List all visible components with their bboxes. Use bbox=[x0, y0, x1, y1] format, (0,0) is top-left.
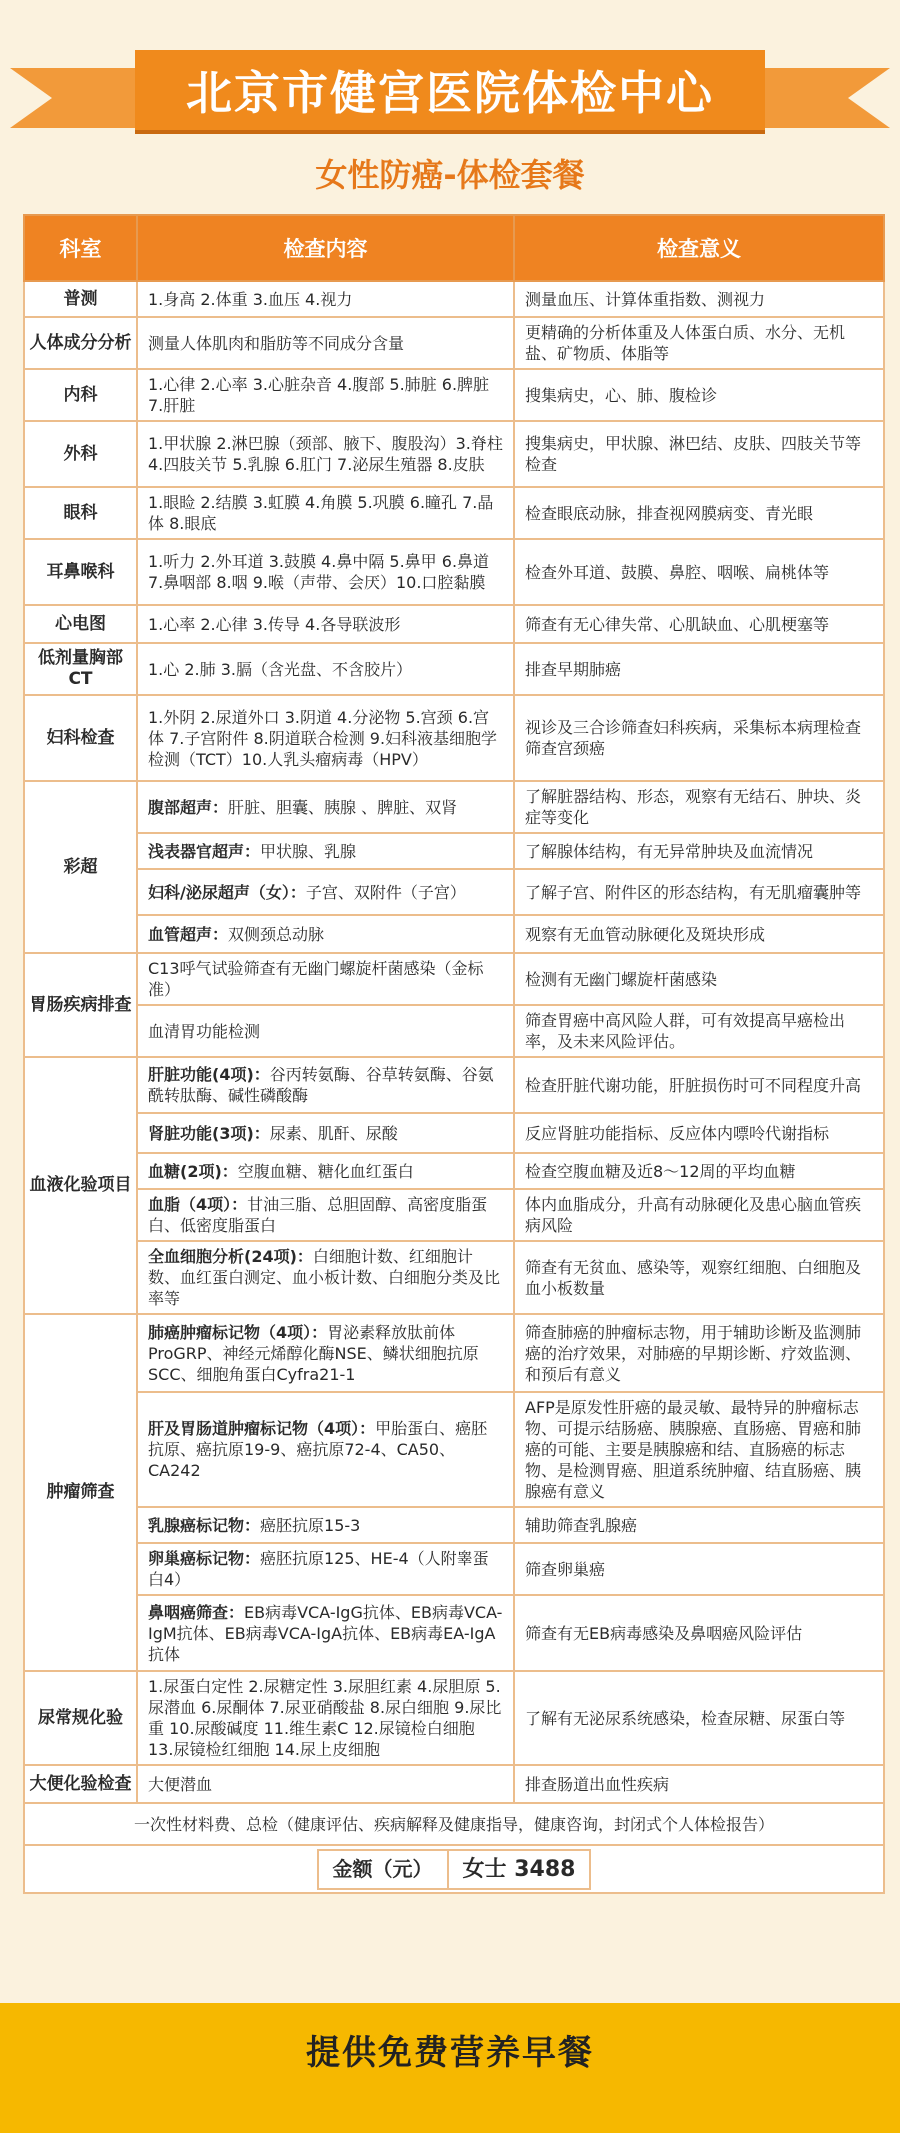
row-meaning: 检查空腹血糖及近8～12周的平均血糖 bbox=[514, 1153, 884, 1189]
row-content-text: 癌胚抗原15-3 bbox=[260, 1515, 361, 1535]
row-content-text: 谷丙转氨酶、谷草转氨酶、谷氨酰转肽酶、碱性磷酸酶 bbox=[148, 1065, 494, 1105]
row-meaning: 了解腺体结构，有无异常肿块及血流情况 bbox=[514, 833, 884, 869]
price-label: 金额（元） bbox=[317, 1849, 449, 1890]
row-dept: 尿常规化验 bbox=[24, 1671, 137, 1765]
row-content-text: 白细胞计数、红细胞计数、血红蛋白测定、血小板计数、白细胞分类及比率等 bbox=[148, 1247, 501, 1308]
table-row bbox=[24, 1241, 884, 1314]
column-header-dept: 科室 bbox=[24, 215, 137, 281]
row-content-label: 血糖(2项)： bbox=[148, 1161, 238, 1181]
table-row bbox=[24, 317, 884, 369]
row-meaning: AFP是原发性肝癌的最灵敏、最特异的肿瘤标志物、可提示结肠癌、胰腺癌、直肠癌、胃癌和肺癌的可能、主要是胰腺癌和结、直肠癌的标志物、是检测胃癌、胆道系统肿瘤、结直肠癌、胰腺癌有意义 bbox=[514, 1392, 884, 1507]
row-dept: 耳鼻喉科 bbox=[24, 539, 137, 605]
row-meaning: 筛查有无贫血、感染等，观察红细胞、白细胞及血小板数量 bbox=[514, 1241, 884, 1314]
row-content: 1.心率 2.心律 3.传导 4.各导联波形 bbox=[137, 605, 514, 643]
row-dept: 眼科 bbox=[24, 487, 137, 539]
row-content bbox=[137, 1005, 514, 1057]
row-content bbox=[137, 1241, 514, 1314]
checkup-table-wrap bbox=[23, 214, 883, 1894]
row-content: 1.眼睑 2.结膜 3.虹膜 4.角膜 5.巩膜 6.瞳孔 7.晶体 8.眼底 bbox=[137, 487, 514, 539]
row-content bbox=[137, 953, 514, 1005]
row-content: 1.听力 2.外耳道 3.鼓膜 4.鼻中隔 5.鼻甲 6.鼻道 7.鼻咽部 8.咽 9.喉（声带、会厌）10.口腔黏膜 bbox=[137, 539, 514, 605]
row-content-text: 血清胃功能检测 bbox=[148, 1021, 261, 1041]
table-row bbox=[24, 695, 884, 781]
title-banner bbox=[0, 50, 900, 142]
row-dept: 妇科检查 bbox=[24, 695, 137, 781]
price-cell bbox=[24, 1845, 884, 1893]
row-dept: 肿瘤筛查 bbox=[24, 1314, 137, 1671]
row-content: 大便潜血 bbox=[137, 1765, 514, 1803]
row-content-label: 肺癌肿瘤标记物（4项）： bbox=[148, 1322, 328, 1342]
note-text: 一次性材料费、总检（健康评估、疾病解释及健康指导，健康咨询，封闭式个人体检报告） bbox=[24, 1803, 884, 1845]
table-row bbox=[24, 915, 884, 953]
table-header-row bbox=[24, 215, 884, 281]
table-row bbox=[24, 1057, 884, 1113]
row-content: 1.甲状腺 2.淋巴腺（颈部、腋下、腹股沟）3.脊柱 4.四肢关节 5.乳腺 6.肛门 7.泌尿生殖器 8.皮肤 bbox=[137, 421, 514, 487]
row-meaning: 了解有无泌尿系统感染，检查尿糖、尿蛋白等 bbox=[514, 1671, 884, 1765]
row-meaning: 辅助筛查乳腺癌 bbox=[514, 1507, 884, 1543]
row-content-label: 妇科/泌尿超声（女）： bbox=[148, 882, 306, 902]
table-row bbox=[24, 643, 884, 695]
table-row bbox=[24, 421, 884, 487]
row-content bbox=[137, 1314, 514, 1392]
row-content-label: 肝及胃肠道肿瘤标记物（4项）： bbox=[148, 1419, 376, 1438]
row-meaning: 测量血压、计算体重指数、测视力 bbox=[514, 281, 884, 317]
row-content-label: 肾脏功能(3项)： bbox=[148, 1123, 270, 1143]
row-meaning: 了解脏器结构、形态，观察有无结石、肿块、炎症等变化 bbox=[514, 781, 884, 833]
row-content: 1.心 2.肺 3.膈（含光盘、不含胶片） bbox=[137, 643, 514, 695]
table-row bbox=[24, 539, 884, 605]
row-meaning: 筛查胃癌中高风险人群，可有效提高早癌检出率，及未来风险评估。 bbox=[514, 1005, 884, 1057]
row-content-label: 肝脏功能(4项)： bbox=[148, 1065, 270, 1084]
row-content-label: 腹部超声： bbox=[148, 797, 229, 817]
row-content-text: C13呼气试验筛查有无幽门螺旋杆菌感染（金标准） bbox=[148, 959, 484, 999]
row-dept: 外科 bbox=[24, 421, 137, 487]
row-content bbox=[137, 1392, 514, 1507]
row-content-label: 血脂（4项）： bbox=[148, 1195, 248, 1214]
row-content bbox=[137, 915, 514, 953]
row-dept: 人体成分分析 bbox=[24, 317, 137, 369]
table-body bbox=[24, 281, 884, 1803]
row-meaning: 体内血脂成分，升高有动脉硬化及患心脑血管疾病风险 bbox=[514, 1189, 884, 1241]
row-meaning: 检查肝脏代谢功能，肝脏损伤时可不同程度升高 bbox=[514, 1057, 884, 1113]
column-header-meaning: 检查意义 bbox=[514, 215, 884, 281]
row-content-text: 甘油三脂、总胆固醇、高密度脂蛋白、低密度脂蛋白 bbox=[148, 1195, 488, 1235]
row-content-label: 鼻咽癌筛查： bbox=[148, 1602, 245, 1622]
table-row bbox=[24, 1671, 884, 1765]
row-meaning: 更精确的分析体重及人体蛋白质、水分、无机盐、矿物质、体脂等 bbox=[514, 317, 884, 369]
row-meaning: 筛查有无心律失常、心肌缺血、心肌梗塞等 bbox=[514, 605, 884, 643]
row-content bbox=[137, 1113, 514, 1153]
row-meaning: 排查早期肺癌 bbox=[514, 643, 884, 695]
table-row bbox=[24, 1314, 884, 1392]
note-row bbox=[24, 1803, 884, 1845]
row-content-text: 甲状腺、乳腺 bbox=[260, 841, 357, 861]
row-dept: 普测 bbox=[24, 281, 137, 317]
table-row bbox=[24, 1765, 884, 1803]
price-value: 女士 3488 bbox=[449, 1849, 592, 1890]
table-row bbox=[24, 369, 884, 421]
row-content-text: 癌胚抗原125、HE-4（人附睾蛋白4） bbox=[148, 1549, 489, 1589]
row-content-label: 全血细胞分析(24项)： bbox=[148, 1247, 313, 1266]
table-row bbox=[24, 781, 884, 833]
row-content bbox=[137, 1507, 514, 1543]
row-content-text: 胃泌素释放肽前体ProGRP、神经元烯醇化酶NSE、鳞状细胞抗原SCC、细胞角蛋白Cyfra21-1 bbox=[148, 1322, 479, 1384]
table-row bbox=[24, 487, 884, 539]
table-row bbox=[24, 953, 884, 1005]
price-box bbox=[25, 1849, 883, 1890]
row-content bbox=[137, 781, 514, 833]
table-row bbox=[24, 1392, 884, 1507]
column-header-content: 检查内容 bbox=[137, 215, 514, 281]
row-content-text: 空腹血糖、糖化血红蛋白 bbox=[237, 1161, 414, 1181]
row-meaning: 观察有无血管动脉硬化及斑块形成 bbox=[514, 915, 884, 953]
row-meaning: 筛查卵巢癌 bbox=[514, 1543, 884, 1595]
row-content bbox=[137, 1189, 514, 1241]
row-content-text: 尿素、肌酐、尿酸 bbox=[269, 1123, 398, 1143]
row-content: 1.外阴 2.尿道外口 3.阴道 4.分泌物 5.宫颈 6.宫体 7.子宫附件 8.阴道联合检测 9.妇科液基细胞学检测（TCT）10.人乳头瘤病毒（HPV） bbox=[137, 695, 514, 781]
table-row bbox=[24, 1595, 884, 1671]
row-meaning: 检测有无幽门螺旋杆菌感染 bbox=[514, 953, 884, 1005]
table-row bbox=[24, 1507, 884, 1543]
row-content: 1.心律 2.心率 3.心脏杂音 4.腹部 5.肺脏 6.脾脏 7.肝脏 bbox=[137, 369, 514, 421]
row-content-text: 肝脏、胆囊、胰腺 、脾脏、双肾 bbox=[228, 797, 458, 817]
row-dept: 大便化验检查 bbox=[24, 1765, 137, 1803]
row-content-text: 甲胎蛋白、癌胚抗原、癌抗原19-9、癌抗原72-4、CA50、CA242 bbox=[148, 1419, 488, 1480]
row-dept: 胃肠疾病排查 bbox=[24, 953, 137, 1057]
row-dept: 低剂量胸部CT bbox=[24, 643, 137, 695]
row-dept: 血液化验项目 bbox=[24, 1057, 137, 1314]
row-meaning: 筛查有无EB病毒感染及鼻咽癌风险评估 bbox=[514, 1595, 884, 1671]
row-meaning: 筛查肺癌的肿瘤标志物，用于辅助诊断及监测肺癌的治疗效果，对肺癌的早期诊断、疗效监测、和预后有意义 bbox=[514, 1314, 884, 1392]
footer-bar bbox=[0, 2003, 900, 2133]
checkup-table bbox=[23, 214, 885, 1894]
footer-text: 提供免费营养早餐 bbox=[306, 2033, 594, 2073]
page-title: 北京市健宫医院体检中心 bbox=[186, 66, 714, 120]
row-content-label: 血管超声： bbox=[148, 924, 229, 944]
row-meaning: 搜集病史，心、肺、腹检诊 bbox=[514, 369, 884, 421]
row-content bbox=[137, 1153, 514, 1189]
row-meaning: 了解子宫、附件区的形态结构，有无肌瘤囊肿等 bbox=[514, 869, 884, 915]
banner-main bbox=[135, 50, 765, 130]
table-row bbox=[24, 1189, 884, 1241]
row-content: 1.尿蛋白定性 2.尿糖定性 3.尿胆红素 4.尿胆原 5.尿潜血 6.尿酮体 7.尿亚硝酸盐 8.尿白细胞 9.尿比重 10.尿酸碱度 11.维生素C 12.尿镜检白细胞 13.尿镜检红细胞 14.尿上皮细胞 bbox=[137, 1671, 514, 1765]
table-row bbox=[24, 281, 884, 317]
row-content bbox=[137, 1543, 514, 1595]
row-content bbox=[137, 833, 514, 869]
row-content-text: 双侧颈总动脉 bbox=[228, 924, 325, 944]
row-meaning: 反应肾脏功能指标、反应体内嘌呤代谢指标 bbox=[514, 1113, 884, 1153]
table-row bbox=[24, 833, 884, 869]
row-dept: 心电图 bbox=[24, 605, 137, 643]
table-row bbox=[24, 1005, 884, 1057]
row-content-text: 子宫、双附件（子宫） bbox=[305, 882, 466, 902]
row-meaning: 排查肠道出血性疾病 bbox=[514, 1765, 884, 1803]
table-row bbox=[24, 605, 884, 643]
row-dept: 内科 bbox=[24, 369, 137, 421]
row-content bbox=[137, 1057, 514, 1113]
table-row bbox=[24, 1113, 884, 1153]
row-meaning: 搜集病史，甲状腺、淋巴结、皮肤、四肢关节等检查 bbox=[514, 421, 884, 487]
row-meaning: 检查外耳道、鼓膜、鼻腔、咽喉、扁桃体等 bbox=[514, 539, 884, 605]
row-content bbox=[137, 869, 514, 915]
row-content bbox=[137, 1595, 514, 1671]
row-content-text: EB病毒VCA-IgG抗体、EB病毒VCA-IgM抗体、EB病毒VCA-IgA抗体、EB病毒EA-IgA抗体 bbox=[148, 1602, 503, 1664]
row-content-label: 卵巢癌标记物： bbox=[148, 1549, 261, 1568]
row-content: 测量人体肌肉和脂肪等不同成分含量 bbox=[137, 317, 514, 369]
row-content-label: 乳腺癌标记物： bbox=[148, 1515, 261, 1535]
row-meaning: 视诊及三合诊筛查妇科疾病，采集标本病理检查筛查宫颈癌 bbox=[514, 695, 884, 781]
table-row bbox=[24, 869, 884, 915]
row-dept: 彩超 bbox=[24, 781, 137, 953]
table-row bbox=[24, 1153, 884, 1189]
row-meaning: 检查眼底动脉，排查视网膜病变、青光眼 bbox=[514, 487, 884, 539]
price-row bbox=[24, 1845, 884, 1893]
row-content-label: 浅表器官超声： bbox=[148, 841, 261, 861]
table-row bbox=[24, 1543, 884, 1595]
package-subtitle: 女性防癌-体检套餐 bbox=[315, 156, 585, 194]
row-content: 1.身高 2.体重 3.血压 4.视力 bbox=[137, 281, 514, 317]
